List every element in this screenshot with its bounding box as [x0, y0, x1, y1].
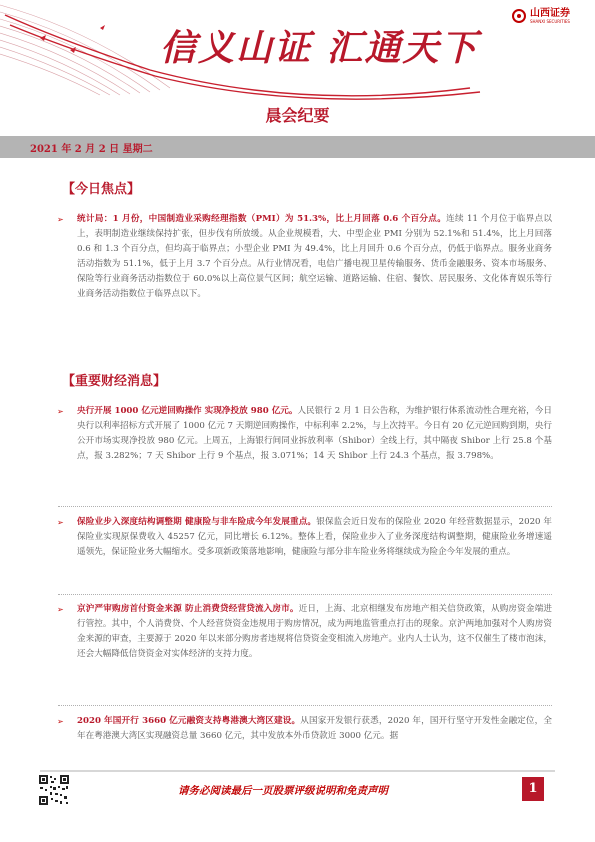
- bullet-arrow-icon: ➢: [57, 605, 64, 614]
- date-line: 2021 年 2 月 2 日 星期二: [30, 144, 153, 155]
- item-body-text: 近日，上海、北京相继发布房地产相关信贷政策，从购房资金端进行管控。其中，个人消费贷、个人经营贷资金违规用于购房情况，成为两地监管重点打击的现象。京沪两地加强对个人购房资金来源的审查，主要源于 2020 年以来部分购房者违规将信贷资金变相流入房地产。业内人士认为，这不仅催生了楼市泡沫，还会大幅降低信贷资金对实体经济的支持力度。: [77, 604, 552, 659]
- shanxi-securities-logo-icon: [512, 9, 526, 23]
- item-highlight: 央行开展 1000 亿元逆回购操作 实现净投放 980 亿元。: [77, 406, 298, 416]
- item-highlight: 京沪严审购房首付资金来源 防止消费贷经营贷流入房市。: [77, 604, 299, 614]
- section-heading-news: 【重要财经消息】: [62, 374, 167, 389]
- item-body-text: 银保监会近日发布的保险业 2020 年经营数据显示，2020 年保险业实现原保费收入 45257 亿元，同比增长 6.12%。整体上看，保险业步入了业务深度结构调整期，健康险业务增速遥遥领先，保证险业务大幅缩水。受多项新政策落地影响，健康险与部分非车险业务将继续成为险企今年发展的重点。: [77, 517, 553, 557]
- news-item-insurance: [57, 515, 553, 560]
- item-highlight: 保险业步入深度结构调整期 健康险与非车险成今年发展重点。: [77, 517, 317, 527]
- brand-name-cn: 山西证券: [530, 8, 570, 19]
- document-title: 晨会纪要: [265, 106, 330, 125]
- footer-disclaimer: 请务必阅读最后一页股票评级说明和免责声明: [178, 785, 388, 797]
- bullet-arrow-icon: ➢: [57, 407, 64, 416]
- focus-item-pmi: [57, 212, 552, 302]
- page-number: 1: [522, 777, 544, 801]
- item-body-text: 人民银行 2 月 1 日公告称，为维护银行体系流动性合理充裕，今日央行以利率招标方式开展了 1000 亿元 7 天期逆回购操作，中标利率 2.2%，与上次持平。今日有 20 亿元逆回购到期，央行公开市场实现净投放 980 亿元。上周五，上海银行间同业拆放利率（Shibor）全线上行，其中隔夜 Shibor 上行 25.8 个基点，报 3.282%；7 天 Shibor 上行 9 个基点，报 3.071%；14 天 Shibor 上行 24.3 个基点，报 3.798%。: [77, 406, 552, 461]
- item-body-text: 连续 11 个月位于临界点以上，表明制造业继续保持扩张，但步伐有所放缓。从企业规模看，大、中型企业 PMI 分别为 52.1%和 51.4%，比上月回落 0.6 和 1.3 个百分点，但均高于临界点；小型企业 PMI 为 49.4%，比上月回升 0.6 个百分点，仍低于临界点。服务业商务活动指数为 51.1%，低于上月 3.7 个百分点。从行业情况看，电信广播电视卫星传输服务、货币金融服务、资本市场服务、保险等行业商务活动指数位于 60.0%以上高位景气区间；航空运输、道路运输、住宿、餐饮、居民服务、文化体育娱乐等行业商务活动指数位于临界点以下。: [77, 214, 552, 299]
- bullet-arrow-icon: ➢: [57, 717, 64, 726]
- item-divider: [58, 594, 552, 595]
- bullet-arrow-icon: ➢: [57, 215, 64, 224]
- slogan: 信义山证 汇通天下: [160, 28, 479, 69]
- section-heading-focus: 【今日焦点】: [62, 182, 141, 197]
- news-item-pboc: [57, 404, 552, 464]
- brand-logo: [512, 8, 570, 24]
- item-divider: [58, 705, 552, 706]
- news-item-housing: [57, 602, 552, 662]
- date-bar: [0, 136, 595, 158]
- item-highlight: 统计局：1 月份，中国制造业采购经理指数（PMI）为 51.3%，比上月回落 0.6 个百分点。: [77, 214, 447, 224]
- news-item-cdb: [57, 714, 552, 752]
- item-divider: [58, 506, 552, 507]
- brand-name-en: SHANXI SECURITIES: [530, 19, 570, 24]
- item-highlight: 2020 年国开行 3660 亿元融资支持粤港澳大湾区建设。: [77, 716, 301, 726]
- qr-code-icon: [38, 774, 70, 806]
- header-banner: [0, 0, 595, 95]
- bullet-arrow-icon: ➢: [57, 518, 64, 527]
- footer-divider: [40, 770, 555, 772]
- item-body-text: 从国家开发银行获悉，2020 年，国开行坚守开发性金融定位，全年在粤港澳大湾区实现融资总量 3660 亿元，其中发放本外币贷款近 3000 亿元。据: [77, 716, 552, 741]
